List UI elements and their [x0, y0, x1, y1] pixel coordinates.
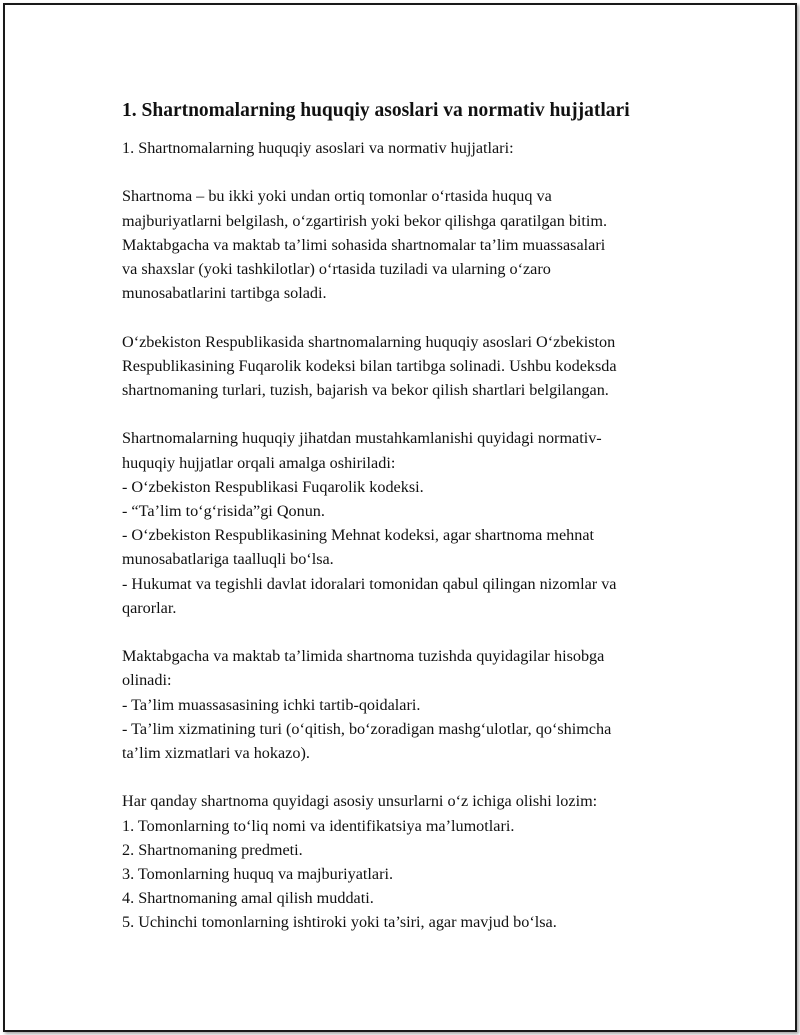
text-line: - Ta’lim xizmatining turi (o‘qitish, bo‘zoradigan mashg‘ulotlar, qo‘shimcha [122, 719, 612, 738]
text-line: 2. Shartnomaning predmeti. [122, 840, 303, 859]
text-line: olinadi: [122, 671, 172, 690]
document-page [3, 3, 797, 1032]
text-line: 4. Shartnomaning amal qilish muddati. [122, 889, 374, 908]
paragraph [122, 330, 692, 403]
text-line: - “Ta’lim to‘g‘risida”gi Qonun. [122, 502, 325, 520]
text-line: - O‘zbekiston Respublikasi Fuqarolik kodeksi. [122, 477, 424, 496]
paragraph [122, 789, 692, 934]
paragraph-list [122, 136, 692, 935]
text-line: 3. Tomonlarning huquq va majburiyatlari. [122, 865, 394, 884]
text-line: va shaxslar (yoki tashkilotlar) o‘rtasida tuziladi va ularning o‘zaro [122, 260, 551, 278]
text-line: shartnomaning turlari, tuzish, bajarish va bekor qilish shartlari belgilangan. [122, 381, 609, 399]
text-line: Respublikasining Fuqarolik kodeksi bilan tartibga solinadi. Ushbu kodeksda [122, 356, 617, 375]
text-line: - Ta’lim muassasasining ichki tartib-qoidalari. [122, 695, 421, 714]
text-line: 1. Tomonlarning to‘liq nomi va identifikatsiya ma’lumotlari. [122, 816, 515, 835]
text-line: O‘zbekiston Respublikasida shartnomalarning huquqiy asoslari O‘zbekiston [122, 332, 616, 351]
paragraph [122, 426, 692, 620]
text-line: munosabatlariga taalluqli bo‘lsa. [122, 550, 334, 569]
text-line: munosabatlarini tartibga soladi. [122, 284, 327, 303]
document-title: 1. Shartnomalarning huquqiy asoslari va normativ hujjatlari [122, 100, 630, 121]
text-line: 1. Shartnomalarning huquqiy asoslari va normativ hujjatlari: [122, 139, 514, 157]
text-line: Har qanday shartnoma quyidagi asosiy unsurlarni o‘z ichiga olishi lozim: [122, 792, 598, 811]
text-line: majburiyatlarni belgilash, o‘zgartirish yoki bekor qilishga qaratilgan bitim. [122, 211, 608, 230]
text-line: ta’lim xizmatlari va hokazo). [122, 744, 310, 763]
text-line: 5. Uchinchi tomonlarning ishtiroki yoki ta’siri, agar mavjud bo‘lsa. [122, 913, 557, 932]
text-line: Shartnoma – bu ikki yoki undan ortiq tomonlar o‘rtasida huquq va [122, 187, 552, 206]
text-line: Maktabgacha va maktab ta’limi sohasida shartnomalar ta’lim muassasalari [122, 235, 606, 254]
paragraph [122, 136, 692, 160]
paragraph [122, 644, 692, 765]
document-body [122, 99, 692, 959]
text-line: - Hukumat va tegishli davlat idoralari tomonidan qabul qilingan nizomlar va [122, 574, 617, 593]
text-line: Shartnomalarning huquqiy jihatdan mustahkamlanishi quyidagi normativ- [122, 429, 602, 448]
paragraph [122, 184, 692, 305]
text-line: qarorlar. [122, 598, 177, 617]
text-line: - O‘zbekiston Respublikasining Mehnat kodeksi, agar shartnoma mehnat [122, 526, 595, 545]
text-line: huquqiy hujjatlar orqali amalga oshiriladi: [122, 453, 396, 472]
text-line: Maktabgacha va maktab ta’limida shartnoma tuzishda quyidagilar hisobga [122, 647, 605, 666]
